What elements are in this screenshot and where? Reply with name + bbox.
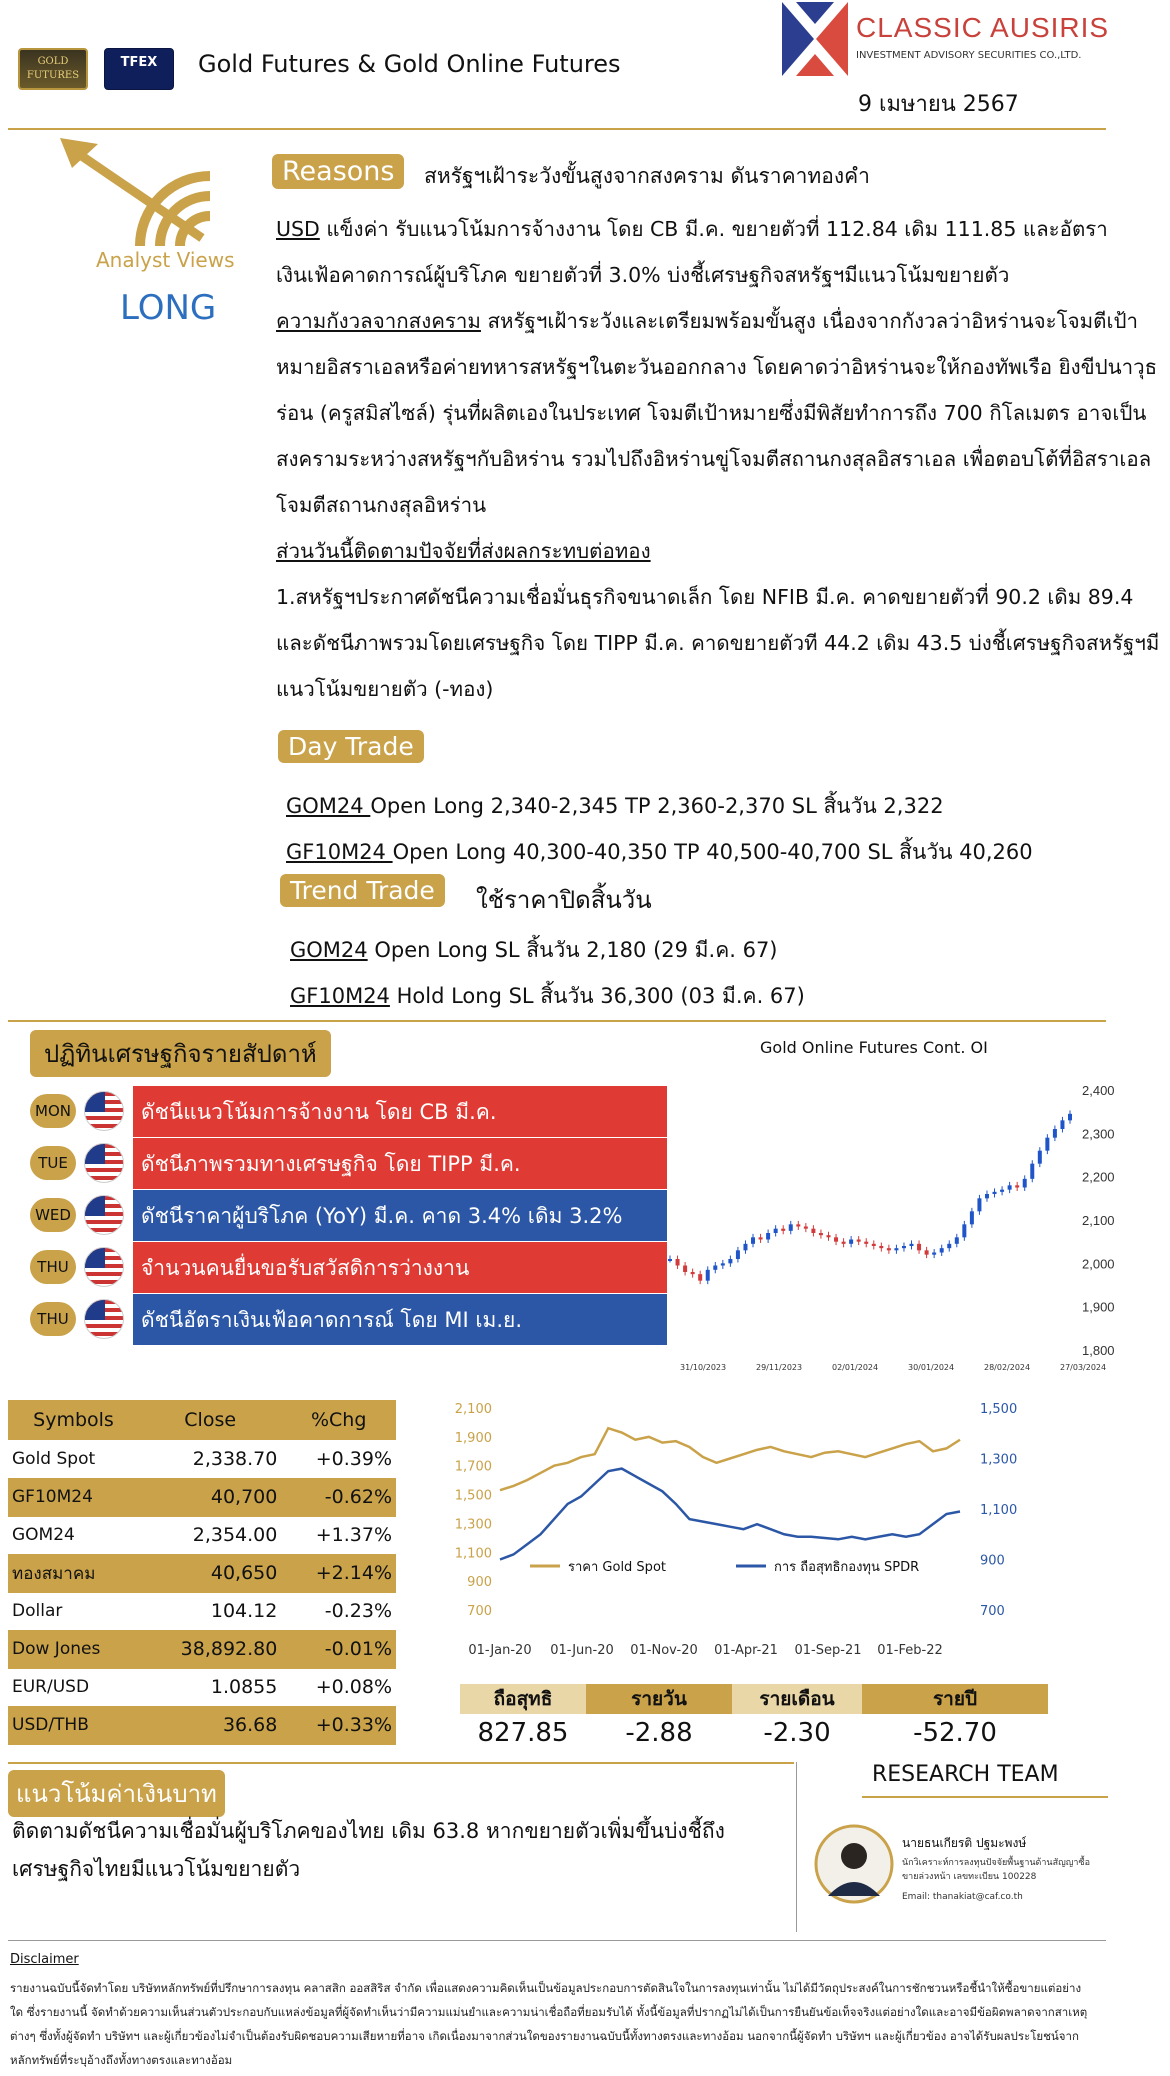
oi-candle (774, 1229, 778, 1233)
cell-chg: +2.14% (281, 1554, 396, 1592)
oi-candle (1008, 1185, 1012, 1189)
oi-candle (985, 1194, 989, 1198)
spdr-x-tick: 01-Feb-22 (877, 1643, 943, 1658)
col-symbols: Symbols (8, 1400, 139, 1440)
oi-candle (789, 1224, 793, 1231)
oi-candle (759, 1237, 763, 1239)
reasons-headline: สหรัฐฯเฝ้าระวังขั้นสูงจากสงคราม ดันราคาทองคำ (424, 164, 870, 188)
oi-candle (1068, 1114, 1072, 1121)
oi-candle (894, 1248, 898, 1250)
day-trade-tag: Day Trade (278, 730, 424, 763)
us-flag-icon (84, 1091, 124, 1131)
research-divider (796, 1762, 797, 1932)
calendar-event: จำนวนคนยื่นขอรับสวัสดิการว่างงาน (133, 1242, 667, 1293)
spdr-y-left-tick: 1,500 (454, 1488, 492, 1504)
oi-candle (857, 1240, 861, 1242)
company-name: CLASSIC AUSIRIS (856, 12, 1110, 43)
spdr-y-left-tick: 1,100 (454, 1546, 492, 1562)
oi-candle (728, 1259, 732, 1263)
oi-y-tick: 2,400 (1082, 1083, 1115, 1098)
oi-candle (879, 1246, 883, 1248)
oi-candle (834, 1237, 838, 1241)
cell-sym: Dow Jones (8, 1630, 139, 1668)
day-trade-text: Open Long 40,300-40,350 TP 40,500-40,700 SL สิ้นวัน 40,260 (392, 840, 1033, 864)
oi-x-tick: 30/01/2024 (908, 1363, 955, 1372)
reasons-tag: Reasons (272, 154, 404, 189)
symbols-table (8, 1400, 396, 1745)
spdr-monthly-value: -2.30 (763, 1718, 831, 1748)
cell-chg: -0.01% (281, 1630, 396, 1668)
trend-trade-item (290, 980, 805, 1013)
oi-candle (1053, 1129, 1057, 1138)
cell-close: 36.68 (139, 1706, 281, 1744)
oi-chart (660, 1060, 1140, 1380)
table-row (8, 1668, 396, 1706)
day-trade-item (286, 836, 1033, 869)
war-paragraph (276, 298, 1166, 528)
oi-candle (743, 1244, 747, 1251)
oi-y-tick: 2,200 (1082, 1169, 1115, 1185)
oi-y-tick: 2,000 (1082, 1256, 1115, 1272)
oi-candle (842, 1242, 846, 1244)
oi-candle (819, 1233, 823, 1235)
table-row (8, 1554, 396, 1592)
oi-candle (668, 1259, 672, 1261)
oi-candle (993, 1192, 997, 1194)
cell-chg: -0.62% (281, 1478, 396, 1516)
oi-candle (826, 1235, 830, 1237)
gold-spdr-chart (440, 1390, 1060, 1660)
calendar-day-mon: MON (30, 1094, 76, 1128)
oi-candle (736, 1250, 740, 1259)
research-team-title: RESEARCH TEAM (872, 1762, 1059, 1787)
oi-candle (721, 1263, 725, 1265)
cell-sym: GF10M24 (8, 1478, 139, 1516)
gold-spot-line (500, 1428, 960, 1490)
report-date: 9 เมษายน 2567 (858, 92, 1019, 117)
trend-trade-symbol: GOM24 (290, 938, 368, 962)
gold-futures-logo (18, 48, 88, 90)
oi-candle (1045, 1138, 1049, 1151)
oi-x-tick: 28/02/2024 (984, 1363, 1031, 1372)
analyst-photo-avatar (814, 1824, 894, 1904)
legend-spdr-label: การ ถือสุทธิกองทุน SPDR (774, 1560, 920, 1575)
analyst-role: นักวิเคราะห์การลงทุนปัจจัยพื้นฐานด้านสัญญาซื้อขายล่วงหน้า เลขทะเบียน 100228 (902, 1858, 1090, 1882)
cell-chg: +1.37% (281, 1516, 396, 1554)
cell-sym: ทองสมาคม (8, 1554, 139, 1592)
oi-candle (887, 1248, 891, 1250)
baht-text: ติดตามดัชนีความเชื่อมั่นผู้บริโภคของไทย เดิม 63.8 หากขยายตัวเพิ่มขึ้นบ่งชี้ถึงเศรษฐกิจไทยมีแนวโน้มขยายตัว (12, 1819, 725, 1881)
table-row (8, 1592, 396, 1630)
spdr-y-right-tick: 1,100 (980, 1503, 1018, 1518)
oi-candle (977, 1198, 981, 1211)
oi-y-tick: 2,100 (1082, 1213, 1115, 1228)
table-row (8, 1440, 396, 1478)
spdr-y-left-tick: 1,300 (454, 1517, 492, 1533)
calendar-day-wed: WED (30, 1198, 76, 1232)
oi-candle (955, 1237, 959, 1244)
usd-key: USD (276, 217, 320, 241)
cell-sym: Gold Spot (8, 1440, 139, 1478)
trend-trade-text: Hold Long SL สิ้นวัน 36,300 (03 มี.ค. 67) (389, 984, 805, 1008)
spdr-y-right-tick: 700 (980, 1604, 1005, 1619)
oi-x-tick: 02/01/2024 (832, 1363, 879, 1372)
spdr-daily-value: -2.88 (625, 1718, 693, 1748)
oi-candle (811, 1229, 815, 1233)
spdr-y-right-tick: 900 (980, 1553, 1005, 1569)
classic-ausiris-logo (782, 2, 848, 76)
us-flag-icon (84, 1195, 124, 1235)
spdr-header-net: ถือสุทธิ (460, 1684, 586, 1714)
cell-chg: +0.08% (281, 1668, 396, 1706)
cell-sym: USD/THB (8, 1706, 139, 1744)
day-trade-item (286, 790, 944, 823)
calendar-tag: ปฏิทินเศรษฐกิจรายสัปดาห์ (30, 1030, 331, 1077)
cell-close: 1.0855 (139, 1668, 281, 1706)
usd-paragraph (276, 206, 1166, 298)
oi-candle (925, 1250, 929, 1254)
us-flag-icon (84, 1247, 124, 1287)
oi-candle (849, 1240, 853, 1244)
oi-candle (910, 1244, 914, 1246)
today-text: 1.สหรัฐฯประกาศดัชนีความเชื่อมั่นธุรกิจขนาดเล็ก โดย NFIB มี.ค. คาดขยายตัวที่ 90.2 เดิม 89.4 และดัชนีภาพรวมโดยเศรษฐกิจ โดย TIPP มี.ค. คาดขยายตัวที 44.2 เดิม 43.5 บ่งชี้เศรษฐกิจสหรัฐฯมีแนวโน้มขยายตัว (-ทอง) (276, 585, 1160, 701)
oi-y-tick: 1,800 (1082, 1343, 1115, 1358)
war-key: ความกังวลจากสงคราม (276, 309, 481, 333)
oi-candle (970, 1211, 974, 1224)
spdr-y-left-tick: 1,700 (454, 1459, 492, 1475)
symbols-header-row (8, 1400, 396, 1440)
analyst-name: นายธนเกียรติ ปฐมะพงษ์ (902, 1836, 1027, 1850)
oi-candle (932, 1253, 936, 1255)
oi-candle (1023, 1179, 1027, 1188)
cell-chg: +0.33% (281, 1706, 396, 1744)
tfex-logo-text: TFEX (120, 55, 158, 70)
tfex-logo (104, 48, 174, 90)
calendar-event: ดัชนีอัตราเงินเฟ้อคาดการณ์ โดย MI เม.ย. (133, 1294, 667, 1345)
spdr-yearly-value: -52.70 (913, 1718, 997, 1748)
disclaimer-title: Disclaimer (10, 1952, 79, 1967)
spdr-y-left-tick: 1,900 (454, 1430, 492, 1446)
cell-close: 40,700 (139, 1478, 281, 1516)
research-underline (862, 1796, 1108, 1798)
analyst-email: Email: thanakiat@caf.co.th (902, 1892, 1023, 1902)
oi-candle (864, 1242, 868, 1244)
spdr-x-tick: 01-Nov-20 (630, 1643, 698, 1658)
day-trade-text: Open Long 2,340-2,345 TP 2,360-2,370 SL สิ้นวัน 2,322 (370, 794, 944, 818)
oi-candle (1015, 1185, 1019, 1187)
cell-sym: Dollar (8, 1592, 139, 1630)
cell-chg: -0.23% (281, 1592, 396, 1630)
disclaimer-text: รายงานฉบับนี้จัดทำโดย บริษัทหลักทรัพย์ที่ปรึกษาการลงทุน คลาสสิก ออสสิริส จำกัด เพื่อแสดงความคิดเห็นเป็นข้อมูลประกอบการตัดสินใจในการลงทุนเท่านั้น ไม่ได้มีวัตถุประสงค์ในการชักชวนหรือชี้นำให้ซื้อขายแต่อย่างใด ซึ่งรายงานนี้ จัดทำด้วยความเห็นส่วนตัวประกอบกับแหล่งข้อมูลที่ผู้จัดทำเห็นว่ามีความแม่นยำและความน่าเชื่อถือที่ยอมรับได้ ทั้งนี้ข้อมูลที่ปรากฏไม่ได้เป็นการยืนยันข้อเท็จจริงแต่อย่างใดและอาจมีข้อผิดพลาดจากสาเหตุต่างๆ ซึ่งทั้งผู้จัดทำ บริษัทฯ และผู้เกี่ยวข้องไม่จำเป็นต้องรับผิดชอบความเสียหายที่อาจ เกิดเนื่องมาจากส่วนใดของรายงานฉบับนี้ทั้งทางตรงและทางอ้อม นอกจากนี้ผู้จัดทำ บริษัทฯ และผู้เกี่ยวข้อง อาจได้รับผลประโยชน์จากหลักทรัพย์ที่ระบุอ้างถึงทั้งทางตรงและทางอ้อม (10, 1981, 1088, 2067)
oi-candle (751, 1237, 755, 1244)
oi-y-tick: 1,900 (1082, 1299, 1115, 1315)
spdr-y-right-tick: 1,500 (980, 1402, 1018, 1417)
us-flag-icon (84, 1299, 124, 1339)
page-title: Gold Futures & Gold Online Futures (198, 50, 621, 78)
analyst-view-value: LONG (120, 288, 217, 328)
cell-close: 104.12 (139, 1592, 281, 1630)
oi-candle (804, 1227, 808, 1229)
calendar-event: ดัชนีภาพรวมทางเศรษฐกิจ โดย TIPP มี.ค. (133, 1138, 667, 1189)
spdr-y-left-tick: 700 (467, 1604, 492, 1619)
cell-sym: GOM24 (8, 1516, 139, 1554)
oi-candle (940, 1248, 944, 1252)
table-row (8, 1516, 396, 1554)
company-subtitle: INVESTMENT ADVISORY SECURITIES CO.,LTD. (856, 50, 1082, 61)
cell-chg: +0.39% (281, 1440, 396, 1478)
oi-candle (872, 1244, 876, 1246)
oi-candle (706, 1270, 710, 1281)
oi-x-tick: 27/03/2024 (1060, 1363, 1107, 1372)
cell-close: 38,892.80 (139, 1630, 281, 1668)
table-row (8, 1478, 396, 1516)
gold-futures-logo-text: GOLD FUTURES (26, 56, 80, 81)
oi-chart-title: Gold Online Futures Cont. OI (760, 1038, 988, 1057)
trend-trade-item (290, 934, 778, 967)
oi-candle (691, 1272, 695, 1274)
analyst-views-label: Analyst Views (96, 248, 235, 272)
trend-trade-symbol: GF10M24 (290, 984, 390, 1008)
war-text: สหรัฐฯเฝ้าระวังและเตรียมพร้อมขั้นสูง เนื่องจากกังวลว่าอิหร่านจะโจมตีเป้าหมายอิสราเอลหรือค่ายทหารสหรัฐฯในตะวันออกกลาง โดยคาดว่าอิหร่านจะให้กองทัพเรือ ยิงขีปนาวุธร่อน (ครูสมิสไซล์) รุ่นที่ผลิตเองในประเทศ โจมตีเป้าหมายซึ่งมีพิสัยทำการถึง 700 กิโลเมตร อาจเป็นสงครามระหว่างสหรัฐฯกับอิหร่าน รวมไปถึงอิหร่านขู่โจมตีสถานกงสุลอิสราเอล เพื่อตอบโต้ที่อิสราเอลโจมตีสถานกงสุลอิหร่าน (276, 309, 1158, 517)
oi-candle (1030, 1164, 1034, 1179)
table-row (8, 1630, 396, 1668)
oi-candle (902, 1246, 906, 1248)
oi-candle (962, 1224, 966, 1237)
trend-trade-tag: Trend Trade (280, 874, 445, 907)
baht-tag: แนวโน้มค่าเงินบาท (8, 1770, 225, 1817)
reasons-body (276, 206, 1166, 712)
header-divider (8, 128, 1106, 130)
oi-y-tick: 2,300 (1082, 1126, 1115, 1142)
calendar-event: ดัชนีราคาผู้บริโภค (YoY) มี.ค. คาด 3.4% เดิม 3.2% (133, 1190, 667, 1241)
trend-trade-note: ใช้ราคาปิดสิ้นวัน (476, 886, 652, 914)
spdr-x-tick: 01-Apr-21 (714, 1643, 778, 1658)
oi-candle (917, 1244, 921, 1251)
calendar-day-thu: THU (30, 1250, 76, 1284)
spdr-net-value: 827.85 (477, 1718, 569, 1748)
oi-candle (796, 1224, 800, 1226)
oi-candle (766, 1233, 770, 1240)
oi-candle (698, 1274, 702, 1281)
calendar-event: ดัชนีแนวโน้มการจ้างงาน โดย CB มี.ค. (133, 1086, 667, 1137)
disclaimer-divider (8, 1940, 1106, 1941)
target-arrow-icon (60, 138, 250, 248)
spdr-y-left-tick: 900 (467, 1575, 492, 1591)
cell-close: 2,338.70 (139, 1440, 281, 1478)
oi-candle (947, 1244, 951, 1248)
oi-candle (1000, 1190, 1004, 1192)
baht-divider (8, 1762, 794, 1764)
us-flag-icon (84, 1143, 124, 1183)
today-key: ส่วนวันนี้ติดตามปัจจัยที่ส่งผลกระทบต่อทอง (276, 539, 651, 563)
spdr-y-left-tick: 2,100 (454, 1402, 492, 1417)
calendar-day-tue: TUE (30, 1146, 76, 1180)
spdr-header-monthly: รายเดือน (732, 1684, 862, 1714)
cell-close: 2,354.00 (139, 1516, 281, 1554)
oi-candle (676, 1259, 680, 1266)
col-close: Close (139, 1400, 281, 1440)
oi-x-tick: 31/10/2023 (680, 1363, 727, 1372)
spdr-x-tick: 01-Jan-20 (468, 1643, 532, 1658)
spdr-y-right-tick: 1,300 (980, 1452, 1018, 1468)
oi-candle (1060, 1120, 1064, 1129)
cell-sym: EUR/USD (8, 1668, 139, 1706)
oi-candle (1038, 1151, 1042, 1164)
spdr-header-daily: รายวัน (586, 1684, 732, 1714)
table-row (8, 1706, 396, 1744)
cell-close: 40,650 (139, 1554, 281, 1592)
spdr-x-tick: 01-Jun-20 (550, 1643, 614, 1658)
trend-trade-text: Open Long SL สิ้นวัน 2,180 (29 มี.ค. 67) (367, 938, 778, 962)
oi-candle (683, 1266, 687, 1273)
spdr-header-yearly: รายปี (862, 1684, 1048, 1714)
col-chg: %Chg (281, 1400, 396, 1440)
usd-text: แข็งค่า รับแนวโน้มการจ้างงาน โดย CB มี.ค. ขยายตัวที่ 112.84 เดิม 111.85 และอัตราเงินเฟ้อคาดการณ์ผู้บริโภค ขยายตัวที่ 3.0% บ่งชี้เศรษฐกิจสหรัฐฯมีแนวโน้มขยายตัว (276, 217, 1108, 287)
calendar-day-thu: THU (30, 1302, 76, 1336)
spdr-x-tick: 01-Sep-21 (794, 1643, 862, 1658)
section-divider (8, 1020, 1106, 1022)
day-trade-symbol: GOM24 (286, 794, 371, 818)
legend-gold-label: ราคา Gold Spot (568, 1560, 666, 1575)
spdr-holdings-line (500, 1469, 960, 1560)
day-trade-symbol: GF10M24 (286, 840, 393, 864)
oi-candle (781, 1229, 785, 1231)
oi-x-tick: 29/11/2023 (756, 1363, 803, 1372)
oi-candle (713, 1266, 717, 1270)
